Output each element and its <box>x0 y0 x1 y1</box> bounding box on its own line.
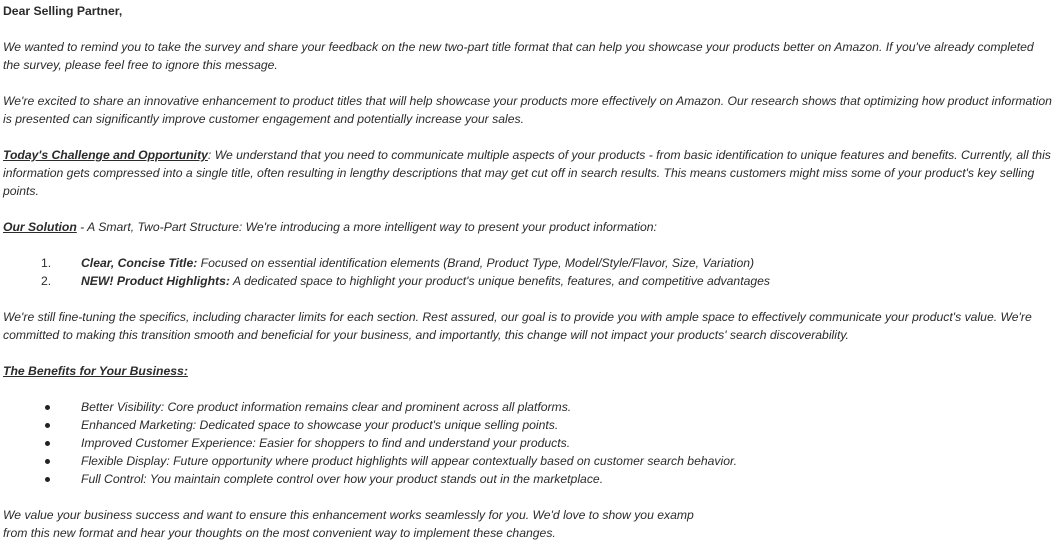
list-item <box>3 272 1053 290</box>
list-item <box>3 254 1053 272</box>
intro-paragraph: We're excited to share an innovative enhancement to product titles that will help showcase your products more effectively on Amazon. Our research shows that optimizing how product information is presented can significantly improve customer engagement and potentially increase your sales. <box>3 94 1052 126</box>
solution-text: - A Smart, Two-Part Structure: We're introducing a more intelligent way to present your product information: <box>76 220 657 234</box>
list-item <box>3 470 1053 488</box>
benefit-text: Enhanced Marketing: Dedicated space to showcase your product's unique selling points. <box>81 418 559 432</box>
list-item <box>3 398 1053 416</box>
list-number: 1. <box>41 256 52 270</box>
letter-body <box>3 2 1053 560</box>
list-item-text: A dedicated space to highlight your product's unique benefits, features, and competitive advantages <box>229 274 771 288</box>
list-item-text: Focused on essential identification elements (Brand, Product Type, Model/Style/Flavor, Size, Variation) <box>197 256 755 270</box>
closing-line-1: We value your business success and want to ensure this enhancement works seamlessly for you. We'd love to show you examp <box>3 508 694 522</box>
fade-overlay <box>700 528 1056 555</box>
list-number: 2. <box>41 274 52 288</box>
list-item <box>3 434 1053 452</box>
greeting: Dear Selling Partner, <box>3 4 123 18</box>
solution-heading: Our Solution <box>3 220 77 234</box>
benefits-heading-paragraph <box>3 362 1053 380</box>
bullet-icon <box>45 441 50 446</box>
solution-paragraph <box>3 218 1053 236</box>
list-item-title: NEW! Product Highlights: <box>81 274 230 288</box>
benefits-list <box>3 398 1053 488</box>
bullet-icon <box>45 405 50 410</box>
benefits-heading: The Benefits for Your Business: <box>3 364 188 378</box>
challenge-paragraph <box>3 146 1053 200</box>
finetune-paragraph: We're still fine-tuning the specifics, including character limits for each section. Rest assured, our goal is to provide you with ample space to effectively communicate your product's value. We're committed to making this transition smooth and beneficial for your business, and importantly, this change will not impact your products' search discoverability. <box>3 310 1032 342</box>
solution-list <box>3 254 1053 290</box>
benefit-text: Full Control: You maintain complete control over how your product stands out in the marketplace. <box>81 472 604 486</box>
challenge-text: : We understand that you need to communicate multiple aspects of your products - from basic identification to unique features and benefits. Currently, all this information gets compressed into a single title, often resulting in lengthy descriptions that may get cut off in search results. This means customers might miss some of your product's key selling points. <box>3 148 1051 198</box>
benefit-text: Better Visibility: Core product information remains clear and prominent across all platforms. <box>81 400 572 414</box>
closing-line-2: from this new format and hear your thoughts on the most convenient way to implement these changes. <box>3 526 556 540</box>
bullet-icon <box>45 423 50 428</box>
challenge-heading: Today's Challenge and Opportunity <box>3 148 208 162</box>
list-item <box>3 452 1053 470</box>
bullet-icon <box>45 459 50 464</box>
bullet-icon <box>45 477 50 482</box>
benefit-text: Flexible Display: Future opportunity where product highlights will appear contextually based on customer search behavior. <box>81 454 737 468</box>
reminder-paragraph: We wanted to remind you to take the survey and share your feedback on the new two-part title format that can help you showcase your products better on Amazon. If you've already completed the survey, please feel free to ignore this message. <box>3 40 1034 72</box>
list-item <box>3 416 1053 434</box>
benefit-text: Improved Customer Experience: Easier for shoppers to find and understand your products. <box>81 436 571 450</box>
list-item-title: Clear, Concise Title: <box>81 256 198 270</box>
